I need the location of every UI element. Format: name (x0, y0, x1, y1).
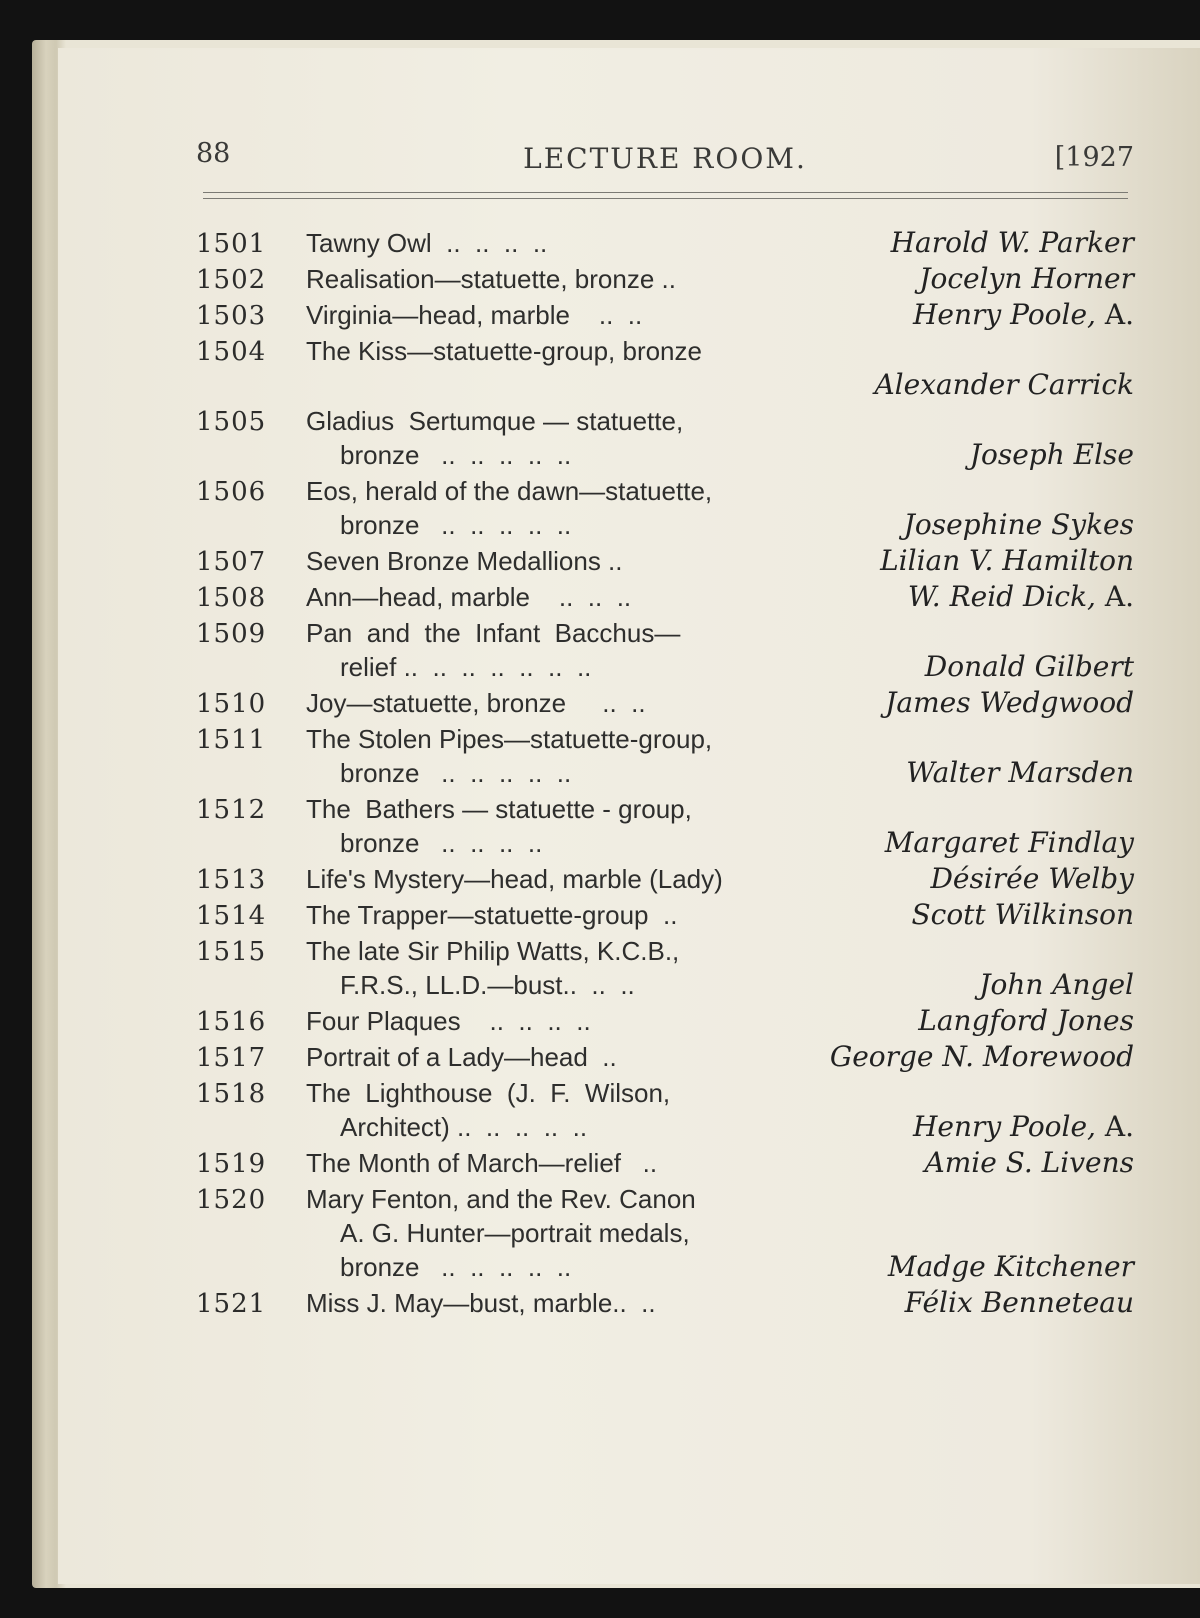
entry-title-line: Life's Mystery—head, marble (Lady) (306, 864, 723, 894)
entry-title-line: Four Plaques .. .. .. .. (306, 1006, 591, 1036)
entry-number: 1502 (196, 265, 267, 295)
entry-title-line: Pan and the Infant Bacchus— (306, 618, 681, 648)
catalogue-entry (196, 1182, 1134, 1284)
artist-name (891, 226, 1134, 260)
entry-title-line: A. G. Hunter—portrait medals, (340, 1218, 690, 1248)
entry-number: 1514 (196, 901, 267, 931)
artist-name-text: George N. Morewood (829, 1040, 1134, 1073)
artist-name (979, 968, 1134, 1002)
header-double-rule (203, 192, 1128, 199)
entry-title-line: Eos, herald of the dawn—statuette, (306, 476, 713, 506)
artist-name (830, 1040, 1134, 1074)
artist-name-text: James Wedgwood (885, 686, 1134, 719)
page-number: 88 (196, 138, 231, 169)
entry-number: 1512 (196, 795, 267, 825)
entry-title-line: Ann—head, marble .. .. .. (306, 582, 632, 612)
artist-name-text: Joseph Else (969, 438, 1134, 471)
year-marker: [1927 (1054, 142, 1134, 173)
artist-name-text: Margaret Findlay (884, 826, 1134, 859)
artist-name (970, 438, 1134, 472)
artist-name (925, 650, 1134, 684)
catalogue-entry (196, 262, 1134, 296)
entry-number: 1520 (196, 1185, 267, 1215)
catalogue-entry (196, 898, 1134, 932)
artist-name-text: Amie S. Livens (924, 1146, 1134, 1179)
catalogue-entry (196, 1286, 1134, 1320)
entry-number: 1505 (196, 407, 267, 437)
entry-number: 1519 (196, 1149, 267, 1179)
catalogue-entry (196, 862, 1134, 896)
artist-name-text: Lilian V. Hamilton (880, 544, 1134, 577)
artist-name (930, 862, 1134, 896)
artist-name-text: Jocelyn Horner (919, 262, 1134, 295)
entry-number: 1509 (196, 619, 267, 649)
entry-number: 1507 (196, 547, 267, 577)
artist-name (904, 508, 1134, 542)
entry-title-line: Gladius Sertumque — statuette, (306, 406, 684, 436)
artist-name-text: Henry Poole, (912, 1110, 1096, 1143)
academician-suffix: A. (1095, 580, 1134, 613)
entry-title-line: The Stolen Pipes—statuette-group, (306, 724, 713, 754)
catalogue-entry (196, 722, 1134, 790)
academician-suffix: A. (1095, 1110, 1134, 1143)
catalogue-entry (196, 226, 1134, 260)
entry-title-line: The Lighthouse (J. F. Wilson, (306, 1078, 671, 1108)
catalogue-entry (196, 1040, 1134, 1074)
entry-number: 1511 (196, 725, 267, 755)
artist-name (885, 826, 1134, 860)
artist-name (888, 1250, 1134, 1284)
catalogue-entry (196, 580, 1134, 614)
artist-name-text: Madge Kitchener (887, 1250, 1134, 1283)
artist-name (911, 898, 1134, 932)
entry-number: 1503 (196, 301, 267, 331)
artist-name (906, 756, 1134, 790)
artist-name-text: Henry Poole, (912, 298, 1096, 331)
entry-title-line: relief .. .. .. .. .. .. .. (340, 652, 592, 682)
entry-title-line: Miss J. May—bust, marble.. .. (306, 1288, 656, 1318)
artist-name-text: Scott Wilkinson (911, 898, 1134, 931)
artist-name (924, 1146, 1134, 1180)
artist-name (885, 686, 1134, 720)
entry-number: 1516 (196, 1007, 267, 1037)
artist-name (905, 1286, 1134, 1320)
artist-name-text: Alexander Carrick (874, 368, 1134, 401)
entry-number: 1513 (196, 865, 267, 895)
entry-number: 1517 (196, 1043, 267, 1073)
entry-title-line: The Trapper—statuette-group .. (306, 900, 678, 930)
entry-title-line: bronze .. .. .. .. .. (340, 440, 572, 470)
catalogue-entry (196, 934, 1134, 1002)
artist-name (913, 298, 1134, 332)
running-title: LECTURE ROOM. (523, 142, 807, 175)
entry-title-line: bronze .. .. .. .. (340, 828, 543, 858)
entry-title-line: Seven Bronze Medallions .. (306, 546, 623, 576)
entry-number: 1515 (196, 937, 267, 967)
artist-name-text: Langford Jones (918, 1004, 1134, 1037)
artist-name-text: Donald Gilbert (924, 650, 1134, 683)
entry-number: 1506 (196, 477, 267, 507)
artist-name (908, 580, 1134, 614)
entry-number: 1504 (196, 337, 267, 367)
entry-title-line: Architect) .. .. .. .. .. (340, 1112, 588, 1142)
page-header (196, 138, 1134, 190)
entry-title-line: bronze .. .. .. .. .. (340, 510, 572, 540)
artist-name-text: Félix Benneteau (904, 1286, 1134, 1319)
artist-name (913, 1110, 1134, 1144)
entry-title-line: Virginia—head, marble .. .. (306, 300, 643, 330)
entry-title-line: The late Sir Philip Watts, K.C.B., (306, 936, 680, 966)
entry-title-line: bronze .. .. .. .. .. (340, 1252, 572, 1282)
entry-title-line: bronze .. .. .. .. .. (340, 758, 572, 788)
catalogue-entry (196, 474, 1134, 542)
catalogue-entry (196, 792, 1134, 860)
catalogue-entry (196, 616, 1134, 684)
entry-title-line: The Month of March—relief .. (306, 1148, 658, 1178)
entry-title-line: Portrait of a Lady—head .. (306, 1042, 617, 1072)
entry-title-line: Joy—statuette, bronze .. .. (306, 688, 646, 718)
artist-name-text: Josephine Sykes (903, 508, 1134, 541)
artist-name-text: John Angel (979, 968, 1134, 1001)
catalogue-entry (196, 1076, 1134, 1144)
entry-title-line: The Kiss—statuette-group, bronze (306, 336, 702, 366)
catalogue-entry (196, 544, 1134, 578)
entry-number: 1518 (196, 1079, 267, 1109)
artist-name-text: W. Reid Dick, (907, 580, 1096, 613)
catalogue-entry (196, 1146, 1134, 1180)
artist-name-text: Désirée Welby (930, 862, 1134, 895)
entry-title-line: Realisation—statuette, bronze .. (306, 264, 676, 294)
artist-name (880, 544, 1134, 578)
entry-title-line: The Bathers — statuette - group, (306, 794, 692, 824)
artist-name-text: Harold W. Parker (890, 226, 1134, 259)
catalogue-entry (196, 686, 1134, 720)
entry-title-line: Mary Fenton, and the Rev. Canon (306, 1184, 696, 1214)
entry-number: 1508 (196, 583, 267, 613)
entry-title-line: Tawny Owl .. .. .. .. (306, 228, 548, 258)
artist-name (918, 1004, 1134, 1038)
artist-name-text: Walter Marsden (906, 756, 1134, 789)
catalogue-entry (196, 1004, 1134, 1038)
entry-number: 1501 (196, 229, 267, 259)
catalogue-entry (196, 334, 1134, 402)
catalogue-entry-list (196, 226, 1134, 1322)
entry-number: 1510 (196, 689, 267, 719)
catalogue-entry (196, 298, 1134, 332)
artist-name (196, 368, 1134, 402)
artist-name (919, 262, 1134, 296)
entry-title-line: F.R.S., LL.D.—bust.. .. .. (340, 970, 635, 1000)
entry-title (306, 334, 1134, 368)
entry-number: 1521 (196, 1289, 267, 1319)
academician-suffix: A. (1095, 298, 1134, 331)
catalogue-entry (196, 404, 1134, 472)
